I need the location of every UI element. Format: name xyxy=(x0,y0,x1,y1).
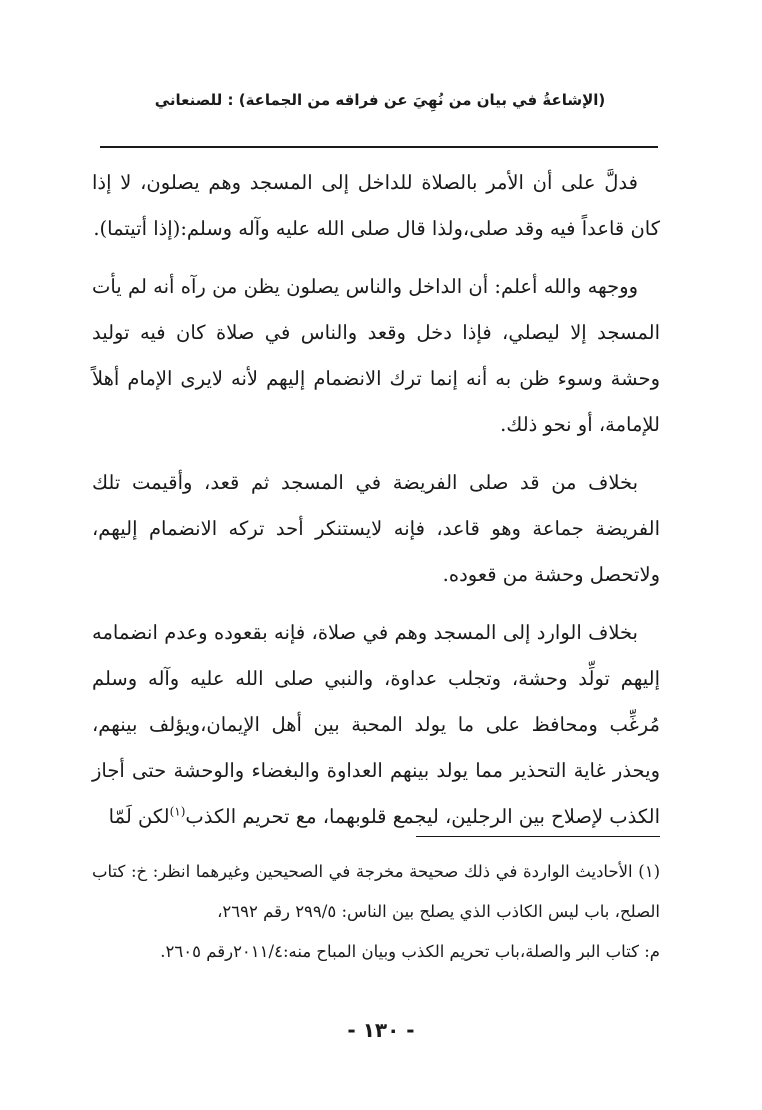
footnote-reference[interactable]: (١) xyxy=(169,804,186,819)
footnote-line: م: كتاب البر والصلة،باب تحريم الكذب وبيان المباح منه:٢٠١١/٤رقم ٢٦٠٥. xyxy=(160,942,660,961)
running-title: (الإشاعةُ في بيان من نُهِيَ عن فراقه من الجماعة) : للصنعاني xyxy=(154,91,606,109)
footnote-line: (١) الأحاديث الواردة في ذلك صحيحة مخرجة في الصحيحين وغيرهما انظر: خ: كتاب الصلح، باب ليس الكاذب الذي يصلح بين الناس: ٢٩٩/٥ رقم ٢٦٩٢، xyxy=(92,862,660,921)
paragraph-text: بخلاف الوارد إلى المسجد وهم في صلاة، فإنه بقعوده وعدم انضمامه إليهم تولِّد وحشة، وتجلب عداوة، والنبي صلى الله عليه وآله وسلم مُرغِّب ومحافظ على ما يولد المحبة بين أهل الإيمان،ويؤلف بينهم، ويحذر غاية التحذير مما يولد بينهم العداوة والبغضاء والوحشة حتى أجاز الكذب لإصلاح بين الرجلين، ليجمع قلوبهما، مع تحريم الكذب xyxy=(92,621,660,828)
paragraph: بخلاف من قد صلى الفريضة في المسجد ثم قعد، وأقيمت تلك الفريضة جماعة وهو قاعد، فإنه لايستنكر أحد تركه الانضمام إليهم، ولاتحصل وحشة من قعوده. xyxy=(92,471,660,586)
paragraph: فدلَّ على أن الأمر بالصلاة للداخل إلى المسجد وهم يصلون، لا إذا كان قاعداً فيه وقد صلى،ولذا قال صلى الله عليه وآله وسلم:(إذا أتيتما). xyxy=(92,171,660,240)
paragraph xyxy=(92,610,660,840)
main-text xyxy=(92,160,660,852)
footnote xyxy=(92,852,660,972)
footnote-rule xyxy=(416,836,660,837)
header-rule xyxy=(100,146,658,148)
paragraph: ووجهه والله أعلم: أن الداخل والناس يصلون يظن من رآه أنه لم يأت المسجد إلا ليصلي، فإذا دخل وقعد والناس في صلاة كان فيه توليد وحشة وسوء ظن به أنه إنما ترك الانضمام إليهم لأنه لايرى الإمام أهلاً للإمامة، أو نحو ذلك. xyxy=(92,275,660,436)
page-number: - ١٣٠ - xyxy=(347,1018,415,1042)
paragraph-tail: لكن لَمّا xyxy=(108,805,170,828)
